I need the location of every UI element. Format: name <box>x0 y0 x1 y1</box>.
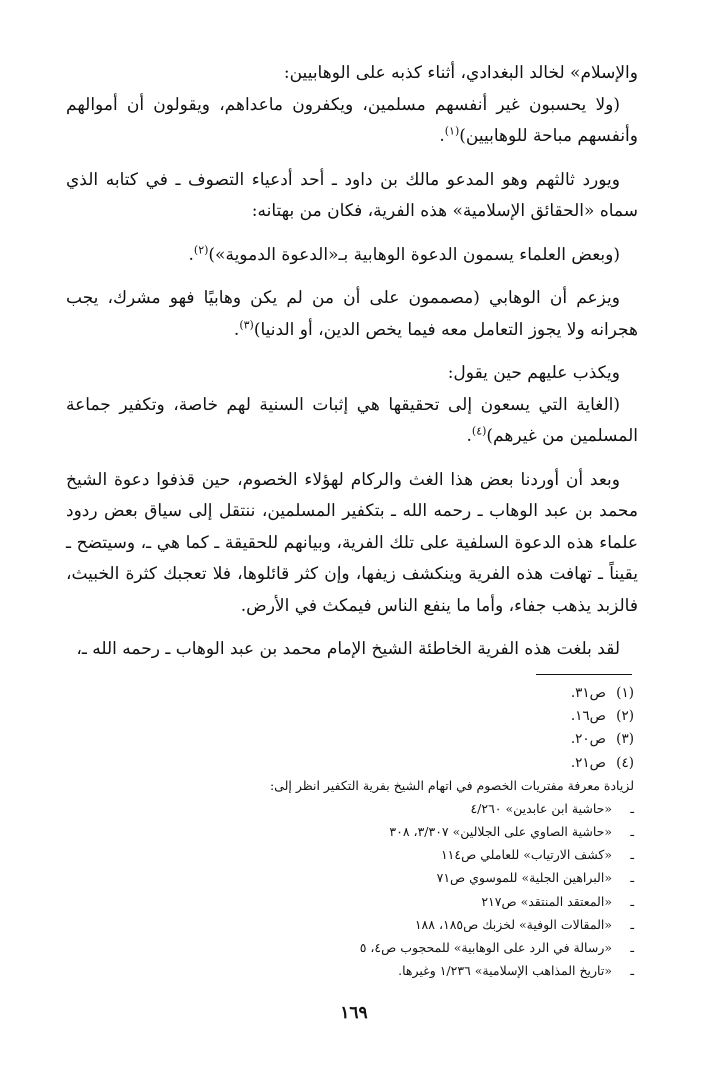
paragraph-third: ويورد ثالثهم وهو المدعو مالك بن داود ـ أحد أدعياء التصوف ـ في كتابه الذي سماه «الحقائق الإسلامية» هذه الفرية، فكان من بهتانه: <box>66 169 638 221</box>
reference-item: ـ«المقالات الوفية» لخزبك ص١٨٥، ١٨٨ <box>414 916 634 932</box>
reference-item: ـ«رسالة في الرد على الوهابية» للمحجوب ص٤، ٥ <box>359 940 634 956</box>
paragraph-lie: ويكذب عليهم حين يقول: <box>447 363 620 383</box>
page-number: ١٦٩ <box>340 1003 368 1023</box>
quote-3: (الغاية التي يسعون إلى تحقيقها هي إثبات السنية لهم خاصة، وتكفير جماعة المسلمين من غيرهم)$^{(٤)}$. <box>66 394 638 446</box>
footnote-4: (٤)ص٢١. <box>570 754 634 771</box>
reference-list <box>114 797 634 983</box>
paragraph-main: وبعد أن أوردنا بعض هذا الغث والركام لهؤلاء الخصوم، حين قذفوا دعوة الشيخ محمد بن عبد الوهاب ـ رحمه الله ـ بتكفير المسلمين، ننتقل إلى سياق بعض ردود علماء هذه الدعوة السلفية على تلك الفرية، وبيانهم للحقيقة ـ كما هي ـ، وسيتضح ـ يقيناً ـ تهافت هذه الفرية وينكشف زيفها، وإن كثر قائلوها، فلا تعجبك كثرة الخبيث، فالزبد يذهب جفاء، وأما ما ينفع الناس فيمكث في الأرض. <box>66 469 638 616</box>
reference-item: ـ«البراهين الجلية» للموسوي ص٧١ <box>436 870 634 886</box>
footnote-intro: لزيادة معرفة مفتريات الخصوم في اتهام الشيخ بفرية التكفير انظر إلى: <box>269 777 634 793</box>
reference-item: ـ«المعتقد المنتقد» ص٢١٧ <box>481 893 634 909</box>
footnote-2: (٢)ص١٦. <box>570 708 634 725</box>
quote-1: (ولا يحسبون غير أنفسهم مسلمين، ويكفرون ماعداهم، ويقولون أن أموالهم وأنفسهم مباحة للوهابيين)$^{(١)}$. <box>66 94 638 146</box>
footnote-mark-3[interactable]: (٣) <box>239 317 254 331</box>
paragraph-last: لقد بلغت هذه الفرية الخاطئة الشيخ الإمام محمد بن عبد الوهاب ـ رحمه الله ـ، <box>76 639 620 659</box>
quote-2: (وبعض العلماء يسمون الدعوة الوهابية بـ«الدعوة الدموية»)$^{(٢)}$. <box>188 242 620 265</box>
main-text <box>66 58 638 678</box>
paragraph-intro: والإسلام» لخالد البغدادي، أثناء كذبه على الوهابيين: <box>283 63 638 83</box>
reference-item: ـ«كشف الارتياب» للعاملي ص١١٤ <box>440 847 634 863</box>
footnote-separator <box>536 674 632 675</box>
footnotes <box>114 682 634 982</box>
footnote-3: (٣)ص٢٠. <box>570 731 634 748</box>
footnote-mark-2[interactable]: (٢) <box>193 242 209 256</box>
footnote-mark-1[interactable]: (١) <box>444 124 460 138</box>
footnote-1: (١)ص٣١. <box>570 685 634 701</box>
reference-item: ـ«تاريخ المذاهب الإسلامية» ١/٢٣٦ وغيرها. <box>398 963 634 979</box>
paragraph-claim: ويزعم أن الوهابي (مصممون على أن من لم يكن وهابيًا فهو مشرك، يجب هجرانه ولا يجوز التعامل معه فيما يخص الدين، أو الدنيا)$^{(٣)}$. <box>66 288 638 340</box>
reference-item: ـ«حاشية الصاوي على الجلالين» ٣/٣٠٧، ٣٠٨ <box>389 824 634 840</box>
footnote-mark-4[interactable]: (٤) <box>471 424 487 438</box>
reference-item: ـ«حاشية ابن عابدين» ٤/٢٦٠ <box>470 800 634 816</box>
